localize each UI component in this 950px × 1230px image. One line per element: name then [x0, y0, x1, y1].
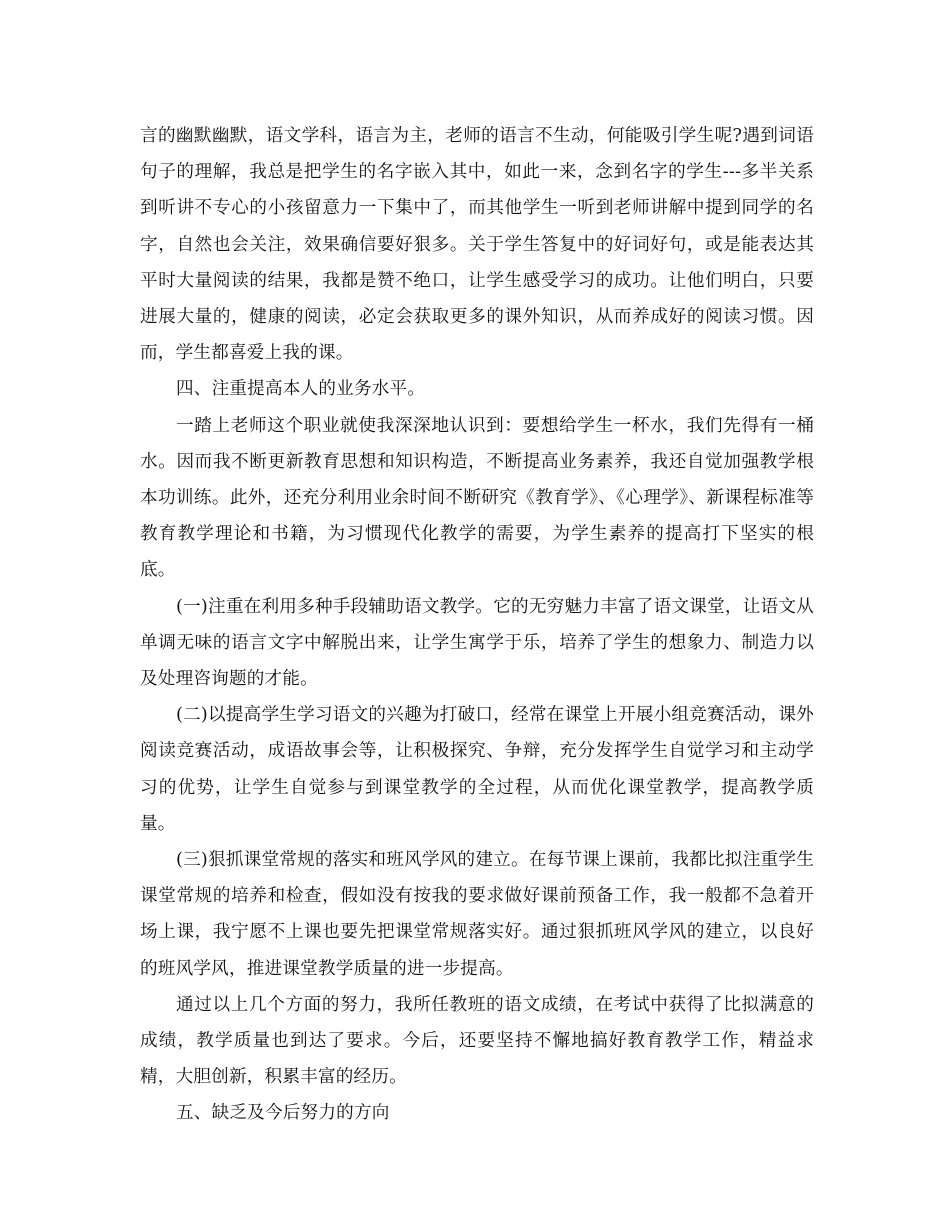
section-heading-four: 四、注重提高本人的业务水平。 — [176, 379, 426, 400]
paragraph-summary: 通过以上几个方面的努力，我所任教班的语文成绩，在考试中获得了比拟满意的成绩，教学质量也到达了要求。今后，还要坚持不懈地搞好教育教学工作，精益求精，大胆创新，积累丰富的经历。 — [140, 994, 814, 1088]
document-page — [140, 118, 814, 1132]
paragraph-item-one: (一)注重在利用多种手段辅助语文教学。它的无穷魅力丰富了语文课堂，让语文从单调无味的语言文字中解脱出来，让学生寓学于乐，培养了学生的想象力、制造力以及处理咨询题的才能。 — [140, 596, 814, 690]
paragraph-item-three: (三)狠抓课堂常规的落实和班风学风的建立。在每节课上课前，我都比拟注重学生课堂常规的培养和检查，假如没有按我的要求做好课前预备工作，我一般都不急着开场上课，我宁愿不上课也要先把课堂常规落实好。通过狠抓班风学风的建立，以良好的班风学风，推进课堂教学质量的进一步提高。 — [140, 850, 814, 979]
paragraph-professional-growth: 一踏上老师这个职业就使我深深地认识到：要想给学生一杯水，我们先得有一桶水。因而我不断更新教育思想和知识构造，不断提高业务素养，我还自觉加强教学根本功训练。此外，还充分利用业余时间不断研究《教育学》、《心理学》、新课程标准等教育教学理论和书籍，为习惯现代化教学的需要，为学生素养的提高打下坚实的根底。 — [140, 415, 814, 581]
paragraph-continuation: 言的幽默幽默，语文学科，语言为主，老师的语言不生动，何能吸引学生呢?遇到词语句子的理解，我总是把学生的名字嵌入其中，如此一来，念到名字的学生---多半关系到听讲不专心的小孩留意力一下集中了，而其他学生一听到老师讲解中提到同学的名字，自然也会关注，效果确信要好狠多。关于学生答复中的好词好句，或是能表达其平时大量阅读的结果，我都是赞不绝口，让学生感受学习的成功。让他们明白，只要进展大量的，健康的阅读，必定会获取更多的课外知识，从而养成好的阅读习惯。因而，学生都喜爱上我的课。 — [140, 126, 814, 364]
paragraph-item-two: (二)以提高学生学习语文的兴趣为打破口，经常在课堂上开展小组竞赛活动，课外阅读竞赛活动，成语故事会等，让积极探究、争辩，充分发挥学生自觉学习和主动学习的优势，让学生自觉参与到课堂教学的全过程，从而优化课堂教学，提高教学质量。 — [140, 705, 814, 834]
section-heading-five: 五、缺乏及今后努力的方向 — [176, 1103, 390, 1124]
